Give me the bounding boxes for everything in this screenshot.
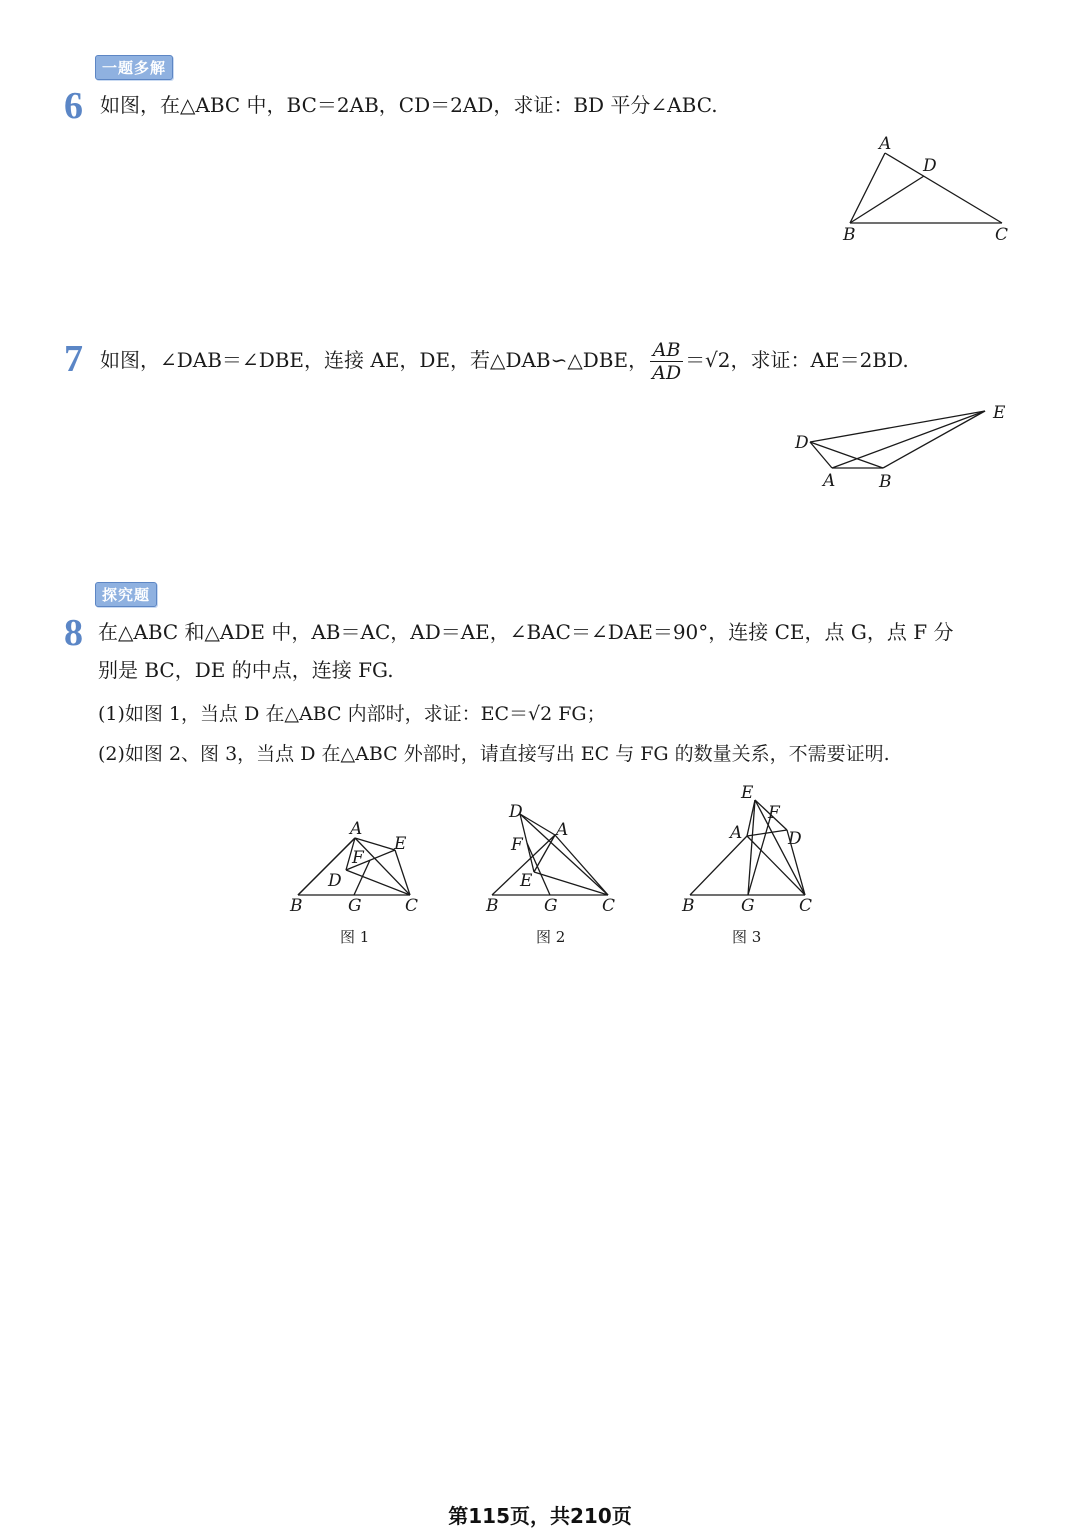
q8-figure-2-caption: 图 2 [536, 928, 566, 946]
fig1-seg-ec [395, 850, 410, 895]
fig2-seg-ac [555, 835, 608, 895]
fig2-label-a: A [556, 820, 569, 840]
question-number-7: 7 [64, 338, 83, 380]
q7-frac-denominator: AD [652, 362, 682, 384]
fig1-label-b: B [290, 896, 303, 916]
q7-frac-numerator: AB [650, 339, 683, 362]
q8-figure-3-caption: 图 3 [732, 928, 762, 946]
fig2-label-b: B [486, 896, 499, 916]
fig1-label-g: G [348, 896, 362, 916]
q6-label-a: A [879, 134, 892, 154]
question-8-line-1: 在△ABC 和△ADE 中，AB＝AC，AD＝AE，∠BAC＝∠DAE＝90°，连接 CE，点 G，点 F 分 [98, 620, 954, 644]
fig3-seg-ab [690, 836, 747, 895]
question-7-text [100, 332, 909, 388]
q7-label-a: A [823, 471, 836, 491]
badge-label: 探究题 [95, 582, 157, 607]
fig3-label-a: A [730, 823, 743, 843]
fig3-label-e: E [741, 783, 754, 803]
fig3-label-c: C [799, 896, 813, 916]
fig3-label-b: B [682, 896, 695, 916]
fig3-label-g: G [741, 896, 755, 916]
q6-label-b: B [843, 225, 856, 245]
q7-seg-de [810, 411, 985, 442]
q8-figure-1 [280, 810, 430, 915]
q6-label-d: D [923, 156, 937, 176]
q7-label-b: B [879, 472, 892, 492]
q8-figure-3 [675, 780, 825, 915]
section-badge-explore [95, 582, 157, 607]
q8-figure-2 [480, 800, 630, 915]
badge-label: 一题多解 [95, 55, 173, 80]
question-8-line-2: 别是 BC，DE 的中点，连接 FG. [98, 658, 394, 682]
q6-figure [830, 130, 1030, 245]
q7-figure [790, 400, 1020, 495]
fig1-label-f: F [352, 848, 364, 868]
fig2-label-g: G [544, 896, 558, 916]
page-footer: 第115页，共210页 [448, 1504, 632, 1528]
question-6-text: 如图，在△ABC 中，BC＝2AB，CD＝2AD，求证：BD 平分∠ABC. [100, 93, 718, 117]
section-badge-multi-solution [95, 55, 173, 80]
q7-text-after: ＝√2，求证：AE＝2BD. [685, 348, 909, 372]
fig1-label-c: C [405, 896, 419, 916]
fig3-label-f: F [768, 803, 780, 823]
q8-figure-1-caption: 图 1 [340, 928, 370, 946]
question-number-6: 6 [64, 85, 83, 127]
fig2-seg-da [520, 814, 555, 835]
q6-label-c: C [995, 225, 1009, 245]
question-8-part-1: (1)如图 1，当点 D 在△ABC 内部时，求证：EC＝√2 FG； [98, 703, 606, 725]
fig1-label-a: A [350, 819, 363, 839]
fig2-label-c: C [602, 896, 616, 916]
fig1-label-d: D [328, 871, 342, 891]
q7-text-before: 如图，∠DAB＝∠DBE，连接 AE，DE，若△DAB∽△DBE， [100, 348, 649, 372]
question-8-part-2: (2)如图 2、图 3，当点 D 在△ABC 外部时，请直接写出 EC 与 FG 的数量关系，不需要证明. [98, 743, 890, 765]
fig1-label-e: E [394, 834, 407, 854]
q7-label-d: D [795, 433, 809, 453]
question-number-8: 8 [64, 612, 83, 654]
fig2-label-d: D [509, 802, 523, 822]
q6-seg-ac [885, 153, 1002, 223]
fig3-label-d: D [788, 829, 802, 849]
q7-seg-ae [832, 411, 985, 468]
q7-label-e: E [993, 403, 1006, 423]
q7-fraction [650, 339, 683, 384]
fig2-label-e: E [520, 871, 533, 891]
fig2-label-f: F [511, 835, 523, 855]
